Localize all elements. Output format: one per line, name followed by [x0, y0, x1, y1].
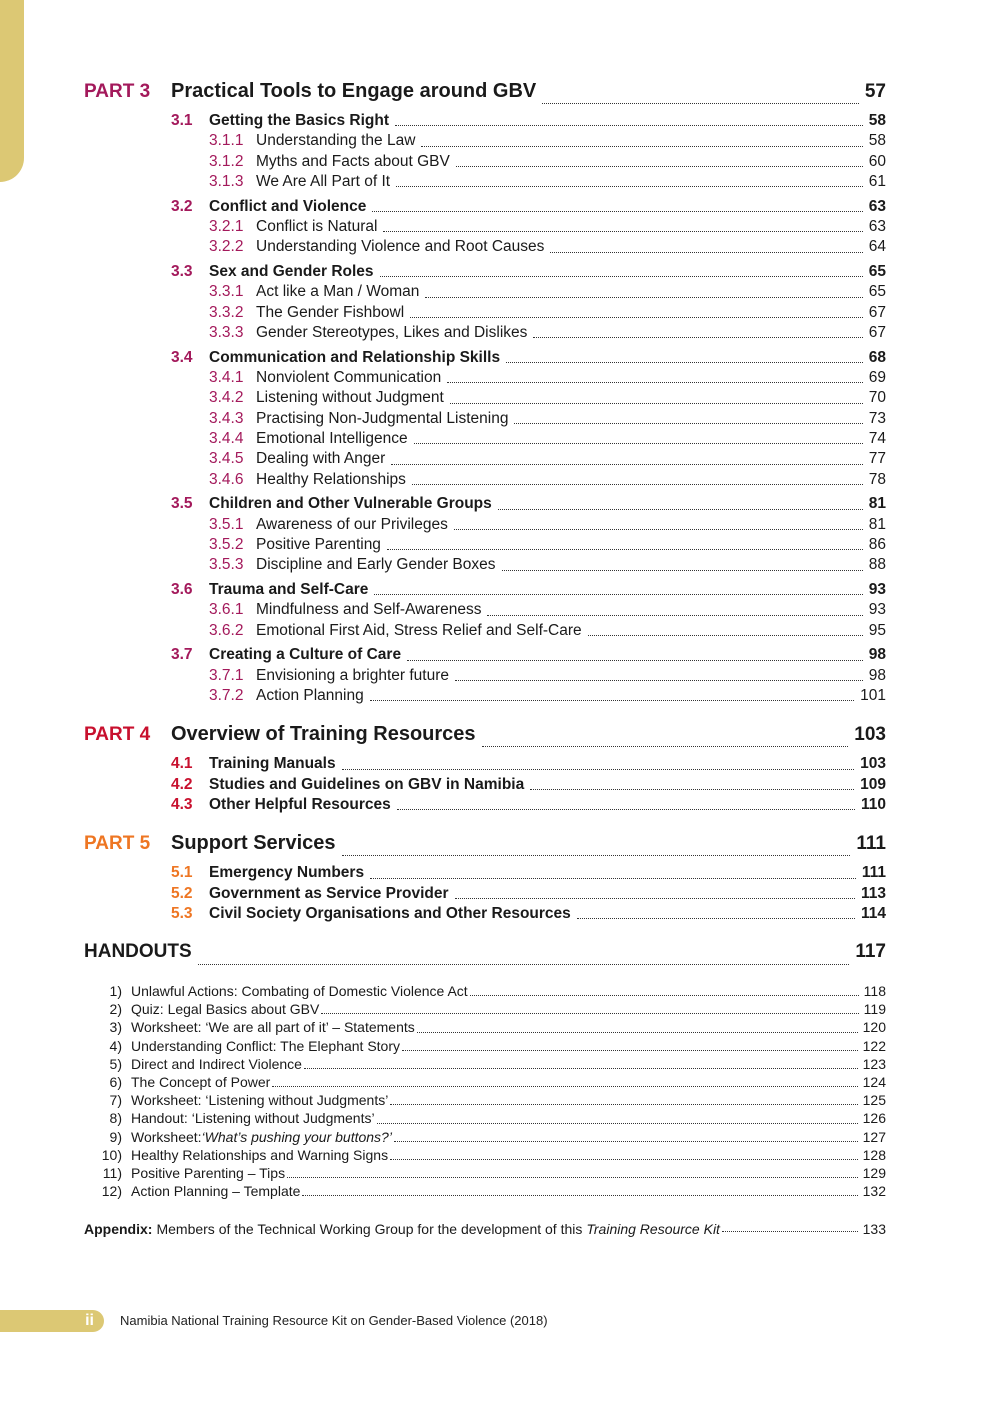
subsection-page-number: 65 — [868, 283, 886, 301]
section-number: 3.4 — [171, 348, 193, 366]
dot-leader — [455, 898, 855, 899]
section-page-number: 81 — [868, 495, 886, 513]
toc-section-row[interactable] — [171, 796, 886, 816]
toc-subsection-row[interactable] — [209, 450, 886, 470]
section-number: 4.1 — [171, 755, 193, 773]
dot-leader — [498, 509, 863, 510]
section-title: Other Helpful Resources — [209, 795, 391, 813]
subsection-number: 3.3.2 — [209, 303, 244, 321]
subsection-page-number: 93 — [868, 601, 886, 619]
dot-leader — [390, 1104, 857, 1105]
toc-section-group — [84, 776, 886, 796]
subsection-number: 3.4.4 — [209, 429, 244, 447]
toc-section-group — [84, 905, 886, 925]
dot-leader — [342, 769, 855, 770]
subsection-title: Understanding Violence and Root Causes — [256, 238, 545, 256]
appendix-page-number: 133 — [862, 1221, 886, 1238]
handout-title: Healthy Relationships and Warning Signs — [131, 1146, 389, 1163]
subsection-number: 3.6.2 — [209, 621, 244, 639]
handout-item[interactable] — [84, 1074, 886, 1092]
subsection-title: Act like a Man / Woman — [256, 283, 420, 301]
toc-subsection-row[interactable] — [209, 389, 886, 409]
section-page-number: 58 — [868, 112, 886, 129]
dot-leader — [482, 746, 849, 747]
dot-leader — [370, 700, 854, 701]
dot-leader — [414, 443, 863, 444]
section-title: Trauma and Self-Care — [209, 581, 369, 599]
section-number: 4.2 — [171, 775, 193, 793]
toc-subsection-row[interactable] — [209, 622, 886, 642]
dot-leader — [397, 809, 855, 810]
subsection-page-number: 70 — [868, 389, 886, 407]
subsection-page-number: 86 — [868, 535, 886, 553]
section-number: 3.5 — [171, 495, 193, 513]
toc-subsection-row[interactable] — [209, 173, 886, 193]
dot-leader — [454, 529, 863, 530]
section-page-number: 109 — [860, 775, 886, 793]
dot-leader — [412, 484, 863, 485]
dot-leader — [456, 166, 863, 167]
dot-leader — [380, 276, 863, 277]
handout-item[interactable] — [84, 1056, 886, 1074]
subsection-number: 3.2.2 — [209, 238, 244, 256]
subsection-page-number: 98 — [868, 666, 886, 684]
toc-subsection-row[interactable] — [209, 516, 886, 536]
subsection-title: Positive Parenting — [256, 535, 381, 553]
section-title: Creating a Culture of Care — [209, 646, 402, 664]
handouts-title: HANDOUTS — [84, 941, 192, 963]
part-title: Practical Tools to Engage around GBV — [171, 80, 537, 102]
handout-item[interactable] — [84, 1110, 886, 1128]
section-number: 3.2 — [171, 197, 193, 215]
subsection-title: Envisioning a brighter future — [256, 666, 450, 684]
handout-page-number: 118 — [863, 983, 886, 1000]
subsection-title: Gender Stereotypes, Likes and Dislikes — [256, 323, 528, 341]
part-page-number: 57 — [864, 81, 886, 102]
toc-section-group — [84, 864, 886, 884]
dot-leader — [370, 878, 856, 879]
dot-leader — [272, 1086, 857, 1087]
section-page-number: 63 — [868, 197, 886, 215]
dot-leader — [533, 337, 862, 338]
toc-part-row[interactable] — [84, 723, 886, 753]
toc-section-row[interactable] — [171, 905, 886, 925]
toc-subsection-row[interactable] — [209, 369, 886, 389]
subsection-page-number: 73 — [868, 409, 886, 427]
toc-section-group — [84, 885, 886, 905]
section-number: 3.3 — [171, 263, 193, 281]
part-page-number: 103 — [854, 724, 886, 746]
dot-leader — [396, 186, 863, 187]
toc-subsection-row[interactable] — [209, 238, 886, 258]
subsection-title: Healthy Relationships — [256, 470, 406, 488]
dot-leader — [421, 146, 862, 147]
subsection-title: Understanding the Law — [256, 132, 416, 150]
dot-leader — [455, 680, 863, 681]
section-number: 5.3 — [171, 904, 193, 922]
subsection-page-number: 61 — [868, 172, 886, 190]
toc-section-row[interactable] — [171, 755, 886, 775]
section-title: Studies and Guidelines on GBV in Namibia — [209, 775, 525, 793]
toc-section-row[interactable] — [171, 885, 886, 905]
dot-leader — [487, 615, 862, 616]
handout-page-number: 129 — [862, 1164, 886, 1181]
subsection-number: 3.4.6 — [209, 470, 244, 488]
dot-leader — [377, 1123, 858, 1124]
toc-subsection-row[interactable] — [209, 153, 886, 173]
handout-page-number: 125 — [862, 1092, 886, 1109]
handout-number: 12) — [101, 1183, 122, 1200]
dot-leader — [390, 1159, 858, 1160]
section-page-number: 98 — [868, 646, 886, 664]
section-page-number: 111 — [861, 864, 886, 882]
subsection-page-number: 88 — [868, 556, 886, 574]
toc-section-group — [84, 198, 886, 259]
dot-leader — [304, 1068, 858, 1069]
subsection-title: Practising Non-Judgmental Listening — [256, 409, 509, 427]
toc-section-group — [84, 796, 886, 816]
subsection-number: 3.7.1 — [209, 666, 244, 684]
dot-leader — [577, 918, 855, 919]
dot-leader — [502, 570, 863, 571]
dot-leader — [722, 1231, 858, 1232]
handout-item[interactable] — [84, 1001, 886, 1019]
section-title: Civil Society Organisations and Other Resources — [209, 904, 571, 922]
dot-leader — [394, 1141, 858, 1142]
handout-title: Positive Parenting – Tips — [131, 1164, 286, 1181]
toc-subsection-row[interactable] — [209, 218, 886, 238]
handout-number: 9) — [109, 1128, 122, 1145]
toc-section-group — [84, 263, 886, 344]
appendix-label: Appendix: — [84, 1221, 153, 1238]
toc-subsection-row[interactable] — [209, 324, 886, 344]
subsection-title: Action Planning — [256, 687, 364, 705]
subsection-page-number: 95 — [868, 621, 886, 639]
handout-page-number: 123 — [862, 1055, 886, 1072]
handout-page-number: 122 — [862, 1037, 886, 1054]
toc-section-group — [84, 495, 886, 576]
subsection-page-number: 77 — [868, 450, 886, 468]
toc-section-row[interactable] — [171, 349, 886, 369]
section-title: Conflict and Violence — [209, 197, 367, 215]
toc-section-row[interactable] — [171, 198, 886, 218]
handout-number: 2) — [109, 1001, 122, 1018]
toc-section-group — [84, 581, 886, 642]
section-page-number: 93 — [868, 581, 886, 599]
handout-number: 10) — [101, 1146, 122, 1163]
part-title: Support Services — [171, 832, 336, 855]
toc-part-row[interactable] — [84, 832, 886, 862]
section-number: 4.3 — [171, 795, 193, 813]
dot-leader — [530, 789, 854, 790]
handout-title: Unlawful Actions: Combating of Domestic Violence Act — [131, 983, 468, 1000]
handout-page-number: 119 — [863, 1001, 886, 1018]
section-title: Training Manuals — [209, 755, 336, 773]
handout-item[interactable] — [84, 1038, 886, 1056]
page-number-badge: ii — [0, 1310, 104, 1332]
toc-subsection-row[interactable] — [209, 132, 886, 152]
dot-leader — [425, 297, 862, 298]
handout-title: Worksheet: ‘We are all part of it’ – Statements — [131, 1019, 415, 1036]
handout-page-number: 126 — [862, 1110, 886, 1127]
section-page-number: 114 — [860, 904, 886, 922]
handout-title-italic: ‘What’s pushing your buttons?’ — [201, 1128, 392, 1145]
part-number: PART 4 — [84, 724, 151, 746]
part-number: PART 3 — [84, 81, 151, 102]
subsection-title: Listening without Judgment — [256, 389, 444, 407]
toc-part-block — [84, 80, 886, 707]
subsection-title: Myths and Facts about GBV — [256, 152, 450, 170]
subsection-number: 3.2.1 — [209, 217, 244, 235]
handout-number: 11) — [102, 1164, 122, 1181]
handout-item[interactable] — [84, 1183, 886, 1201]
subsection-title: Conflict is Natural — [256, 217, 378, 235]
handout-item[interactable] — [84, 983, 886, 1001]
handout-item[interactable] — [84, 1165, 886, 1183]
handout-title: Quiz: Legal Basics about GBV — [131, 1001, 320, 1018]
toc-section-row[interactable] — [171, 263, 886, 283]
toc-section-group — [84, 349, 886, 491]
subsection-number: 3.4.3 — [209, 409, 244, 427]
section-page-number: 113 — [860, 884, 886, 902]
toc-subsection-row[interactable] — [209, 304, 886, 324]
dot-leader — [372, 211, 862, 212]
footer-text: Namibia National Training Resource Kit on Gender-Based Violence (2018) — [120, 1313, 548, 1328]
subsection-title: We Are All Part of It — [256, 172, 391, 190]
toc-subsection-row[interactable] — [209, 283, 886, 303]
dot-leader — [506, 362, 863, 363]
subsection-number: 3.1.3 — [209, 172, 244, 190]
section-number: 3.1 — [171, 112, 193, 129]
section-page-number: 65 — [868, 263, 886, 281]
dot-leader — [588, 635, 863, 636]
toc-section-row[interactable] — [171, 581, 886, 601]
toc-part-row[interactable] — [84, 80, 886, 110]
dot-leader — [198, 964, 850, 965]
toc-subsection-row[interactable] — [209, 410, 886, 430]
table-of-contents — [84, 80, 886, 1237]
subsection-number: 3.5.1 — [209, 515, 244, 533]
subsection-page-number: 69 — [868, 369, 886, 387]
section-page-number: 68 — [868, 348, 886, 366]
handout-page-number: 132 — [862, 1183, 886, 1200]
dot-leader — [542, 103, 859, 104]
section-number: 3.7 — [171, 646, 193, 664]
handouts-page-number: 117 — [855, 941, 886, 963]
toc-subsection-row[interactable] — [209, 667, 886, 687]
handout-item[interactable] — [84, 1129, 886, 1147]
part-page-number: 111 — [856, 833, 886, 855]
toc-section-row[interactable] — [171, 646, 886, 666]
handout-title: Worksheet: — [131, 1128, 202, 1145]
dot-leader — [402, 1050, 858, 1051]
page-tab-decoration — [0, 0, 24, 182]
toc-section-group — [84, 112, 886, 193]
handout-page-number: 120 — [862, 1019, 886, 1036]
handouts-list — [84, 983, 886, 1201]
subsection-number: 3.1.1 — [209, 132, 244, 150]
handout-page-number: 124 — [862, 1074, 886, 1091]
section-number: 3.6 — [171, 581, 193, 599]
subsection-number: 3.5.2 — [209, 535, 244, 553]
section-title: Communication and Relationship Skills — [209, 348, 501, 366]
appendix-italic-text: Training Resource Kit — [586, 1221, 720, 1238]
handout-number: 7) — [109, 1092, 122, 1109]
subsection-number: 3.3.3 — [209, 323, 244, 341]
part-title: Overview of Training Resources — [171, 723, 476, 746]
subsection-page-number: 101 — [860, 687, 886, 705]
section-number: 5.2 — [171, 884, 193, 902]
subsection-number: 3.1.2 — [209, 152, 244, 170]
toc-section-group — [84, 755, 886, 775]
handout-title: Handout: ‘Listening without Judgments’ — [131, 1110, 375, 1127]
handout-title: Action Planning – Template — [131, 1183, 301, 1200]
toc-subsection-row[interactable] — [209, 430, 886, 450]
subsection-number: 3.6.1 — [209, 601, 244, 619]
subsection-page-number: 78 — [868, 470, 886, 488]
subsection-title: Awareness of our Privileges — [256, 515, 448, 533]
subsection-title: The Gender Fishbowl — [256, 303, 405, 321]
toc-part-block — [84, 723, 886, 816]
toc-subsection-row[interactable] — [209, 556, 886, 576]
section-title: Children and Other Vulnerable Groups — [209, 495, 492, 513]
section-title: Government as Service Provider — [209, 884, 449, 902]
appendix-text: Members of the Technical Working Group for the development of this — [156, 1221, 583, 1238]
dot-leader — [391, 464, 863, 465]
subsection-number: 3.4.2 — [209, 389, 244, 407]
handout-page-number: 128 — [862, 1146, 886, 1163]
subsection-title: Nonviolent Communication — [256, 369, 442, 387]
handout-item[interactable] — [84, 1019, 886, 1037]
toc-subsection-row[interactable] — [209, 471, 886, 491]
dot-leader — [287, 1177, 858, 1178]
section-title: Emergency Numbers — [209, 864, 365, 882]
dot-leader — [417, 1032, 858, 1033]
toc-subsection-row[interactable] — [209, 687, 886, 707]
subsection-page-number: 63 — [868, 217, 886, 235]
subsection-title: Emotional First Aid, Stress Relief and Self-Care — [256, 621, 582, 639]
dot-leader — [450, 403, 863, 404]
toc-section-row[interactable] — [171, 776, 886, 796]
toc-subsection-row[interactable] — [209, 601, 886, 621]
toc-section-row[interactable] — [171, 495, 886, 515]
handouts-heading-row[interactable] — [84, 941, 886, 971]
handout-page-number: 127 — [862, 1128, 886, 1145]
subsection-number: 3.4.1 — [209, 369, 244, 387]
appendix-row[interactable] — [84, 1221, 886, 1237]
subsection-title: Dealing with Anger — [256, 450, 386, 468]
subsection-number: 3.4.5 — [209, 450, 244, 468]
handout-number: 1) — [109, 983, 122, 1000]
dot-leader — [342, 855, 851, 856]
handout-title: Understanding Conflict: The Elephant Story — [131, 1037, 401, 1054]
subsection-page-number: 67 — [868, 303, 886, 321]
section-title: Getting the Basics Right — [209, 112, 389, 129]
handout-number: 6) — [109, 1074, 122, 1091]
subsection-page-number: 60 — [868, 152, 886, 170]
handout-number: 3) — [109, 1019, 122, 1036]
dot-leader — [514, 423, 862, 424]
handout-number: 8) — [109, 1110, 122, 1127]
dot-leader — [383, 231, 862, 232]
handout-title: The Concept of Power — [131, 1074, 271, 1091]
section-page-number: 110 — [860, 795, 886, 813]
toc-subsection-row[interactable] — [209, 536, 886, 556]
subsection-title: Mindfulness and Self-Awareness — [256, 601, 482, 619]
handout-number: 5) — [109, 1055, 122, 1072]
subsection-number: 3.3.1 — [209, 283, 244, 301]
part-number: PART 5 — [84, 833, 151, 855]
dot-leader — [407, 660, 863, 661]
section-title: Sex and Gender Roles — [209, 263, 374, 281]
handout-item[interactable] — [84, 1092, 886, 1110]
dot-leader — [410, 317, 863, 318]
toc-section-row[interactable] — [171, 864, 886, 884]
dot-leader — [395, 125, 863, 126]
subsection-title: Discipline and Early Gender Boxes — [256, 556, 496, 574]
handout-item[interactable] — [84, 1147, 886, 1165]
subsection-number: 3.5.3 — [209, 556, 244, 574]
dot-leader — [470, 995, 859, 996]
subsection-page-number: 64 — [868, 238, 886, 256]
subsection-page-number: 74 — [868, 429, 886, 447]
toc-section-row[interactable] — [171, 112, 886, 132]
dot-leader — [374, 594, 862, 595]
dot-leader — [387, 549, 863, 550]
subsection-page-number: 81 — [868, 515, 886, 533]
handout-title: Direct and Indirect Violence — [131, 1055, 302, 1072]
dot-leader — [321, 1013, 858, 1014]
dot-leader — [302, 1195, 857, 1196]
handout-title: Worksheet: ‘Listening without Judgments’ — [131, 1092, 389, 1109]
section-number: 5.1 — [171, 864, 193, 882]
section-page-number: 103 — [860, 755, 886, 773]
subsection-page-number: 67 — [868, 323, 886, 341]
toc-section-group — [84, 646, 886, 707]
handout-number: 4) — [109, 1037, 122, 1054]
subsection-title: Emotional Intelligence — [256, 429, 408, 447]
dot-leader — [550, 252, 862, 253]
toc-part-block — [84, 832, 886, 925]
dot-leader — [447, 382, 863, 383]
subsection-page-number: 58 — [868, 132, 886, 150]
subsection-number: 3.7.2 — [209, 687, 244, 705]
